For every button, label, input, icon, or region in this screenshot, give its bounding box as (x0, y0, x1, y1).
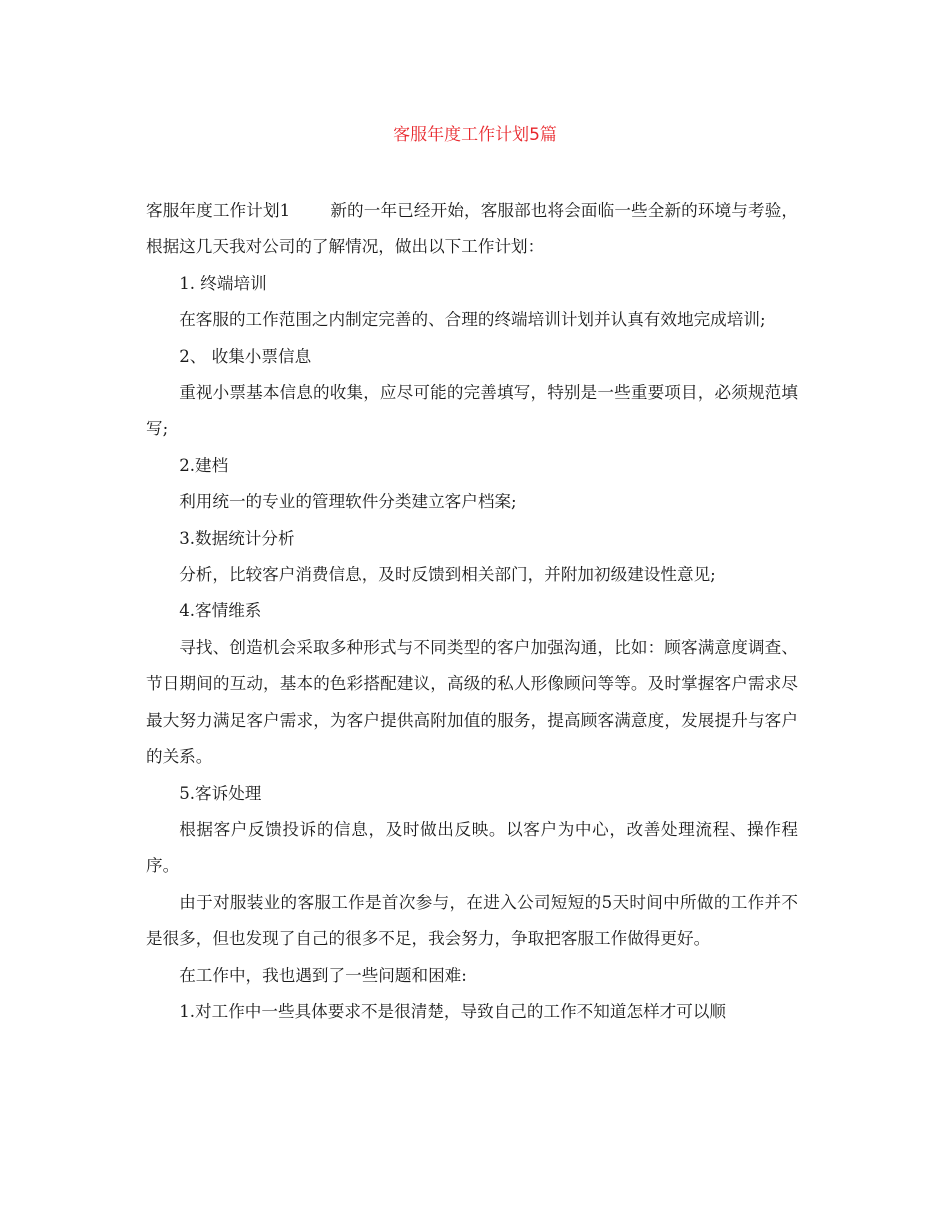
intro-text: 新的一年已经开始，客服部也将会面临一些全新的环境与考验，根据这几天我对公司的了解情况，做出以下工作计划： (146, 201, 799, 257)
paragraph: 1.对工作中一些具体要求不是很清楚，导致自己的工作不知道怎样才可以顺 (179, 1001, 727, 1021)
item-heading-3: 2.建档 (179, 455, 229, 475)
paragraph: 由于对服装业的客服工作是首次参与，在进入公司短短的5天时间中所做的工作并不是很多，但也发现了自己的很多不足，我会努力，争取把客服工作做得更好。 (146, 892, 798, 949)
paragraph: 在客服的工作范围之内制定完善的、合理的终端培训计划并认真有效地完成培训; (179, 310, 766, 330)
document-body (146, 193, 798, 1030)
paragraph: 寻找、创造机会采取多种形式与不同类型的客户加强沟通，比如：顾客满意度调查、节日期间的互动，基本的色彩搭配建议，高级的私人形像顾问等等。及时掌握客户需求尽最大努力满足客户需求，为客户提供高附加值的服务，提高顾客满意度，发展提升与客户的关系。 (146, 637, 798, 767)
intro-paragraph (146, 193, 798, 266)
paragraph: 分析，比较客户消费信息，及时反馈到相关部门，并附加初级建设性意见; (179, 565, 716, 585)
paragraph: 利用统一的专业的管理软件分类建立客户档案; (179, 492, 517, 512)
item-heading-1: 1. 终端培训 (179, 273, 267, 293)
section-heading: 客服年度工作计划1 (146, 201, 291, 220)
paragraph: 在工作中，我也遇到了一些问题和困难: (179, 965, 467, 985)
item-heading-5: 4.客情维系 (179, 601, 262, 621)
item-heading-4: 3.数据统计分析 (179, 528, 295, 548)
document-title: 客服年度工作计划5篇 (393, 125, 557, 145)
item-heading-6: 5.客诉处理 (179, 783, 262, 803)
item-heading-2: 2、 收集小票信息 (179, 346, 312, 366)
paragraph: 重视小票基本信息的收集，应尽可能的完善填写，特别是一些重要项目，必须规范填写; (146, 383, 798, 439)
paragraph: 根据客户反馈投诉的信息，及时做出反映。以客户为中心，改善处理流程、操作程序。 (146, 819, 798, 876)
